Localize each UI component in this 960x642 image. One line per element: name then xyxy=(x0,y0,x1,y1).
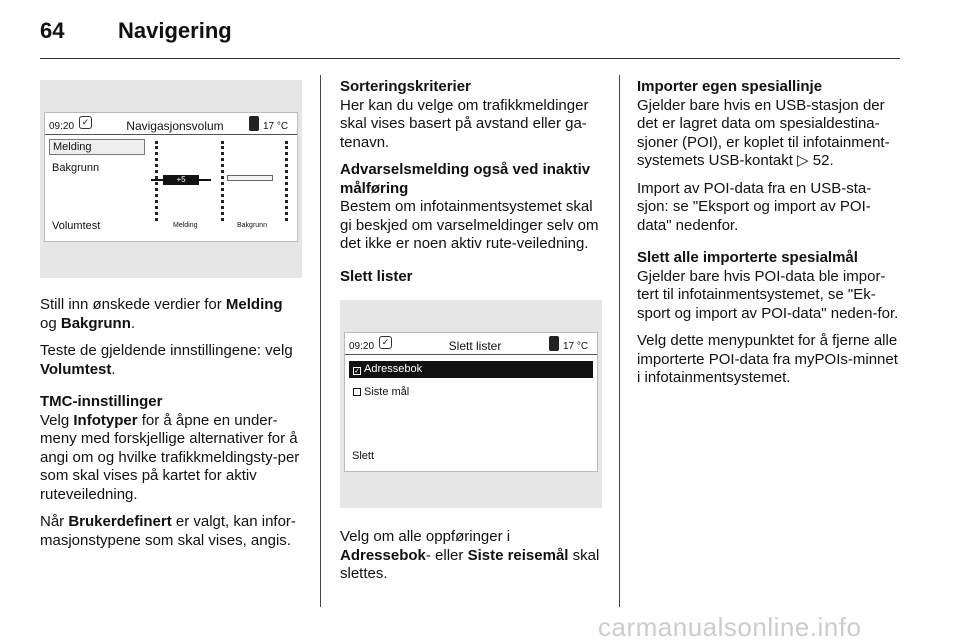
column-divider xyxy=(320,75,321,607)
list-item-adressebok[interactable]: ✓ Adressebok xyxy=(349,361,593,378)
section-tmc: TMC-innstillinger Velg Infotyper for å åpne en under-meny med forskjellige alternativer for å angi om og hvilke trafikkmeldingsty-per som skal vises på kartet for aktiv ruteveiledning. xyxy=(40,393,302,504)
slider-label-bakgrunn: Bakgrunn xyxy=(237,221,267,229)
column-1 xyxy=(40,78,302,559)
list-item-siste-mal[interactable]: Siste mål xyxy=(353,383,409,402)
melding-slider-knob[interactable]: +5 xyxy=(163,175,199,185)
arrow-ref-icon: ▷ xyxy=(797,152,809,169)
section-warning: Advarselsmelding også ved inaktiv målføring Bestem om infotainmentsystemet skal gi beskjed om varselmeldinger selv om det ikke er noen aktiv rute-veiledning. xyxy=(340,161,602,254)
watermark: carmanualsonline.info xyxy=(598,612,862,642)
screen-title: Slett lister xyxy=(448,339,502,353)
navigation-volume-screen xyxy=(44,112,298,242)
header-rule xyxy=(40,58,900,59)
thermometer-icon xyxy=(249,116,259,131)
section-heading: Slett alle importerte spesialmål xyxy=(637,249,858,266)
section-heading: Advarselsmelding også ved inaktiv målføring xyxy=(340,161,591,197)
section-heading: Importer egen spesiallinje xyxy=(637,78,823,95)
page-header xyxy=(40,18,900,58)
paragraph: Still inn ønskede verdier for Melding og Bakgrunn. xyxy=(40,296,283,332)
volume-scale xyxy=(221,141,225,221)
delete-lists-screen-figure xyxy=(340,300,602,508)
checkbox-icon xyxy=(353,388,361,396)
menu-item-bakgrunn[interactable]: Bakgrunn xyxy=(52,162,100,174)
page-number: 64 xyxy=(40,18,65,43)
section-delete-all: Slett alle importerte spesialmål Gjelder bare hvis POI-data ble impor-tert til infotainmentsystemet, se "Ek-sport og import av POI-data" neden-for. xyxy=(637,249,902,323)
delete-lists-screen xyxy=(344,332,598,472)
menu-item-melding[interactable]: Melding xyxy=(49,139,145,155)
clock: 09:20 xyxy=(49,121,75,132)
volume-scale xyxy=(155,141,159,221)
column-3 xyxy=(637,78,902,397)
navigation-icon: ✓ xyxy=(79,116,92,129)
slider-label-melding: Melding xyxy=(173,221,198,229)
clock: 09:20 xyxy=(349,341,375,352)
paragraph: Velg dette menypunktet for å fjerne alle importerte POI-data fra myPOIs-minnet i infotainmentsystemet. xyxy=(637,332,898,386)
page-reference[interactable]: 52 xyxy=(812,152,830,169)
screen-status-bar xyxy=(45,113,297,135)
section-heading: TMC-innstillinger xyxy=(40,393,163,410)
temperature: 17 °C xyxy=(263,121,289,132)
bakgrunn-slider[interactable] xyxy=(227,175,273,181)
delete-button[interactable]: Slett xyxy=(352,449,375,462)
paragraph: Import av POI-data fra en USB-sta-sjon: se "Eksport og import av POI-data" nedenfor. xyxy=(637,179,872,234)
volume-scale xyxy=(285,141,289,221)
checkbox-checked-icon: ✓ xyxy=(354,368,360,375)
menu-item-volumtest[interactable]: Volumtest xyxy=(52,219,101,232)
column-divider xyxy=(619,75,620,607)
page-title: Navigering xyxy=(118,18,232,43)
section-sort: Sorteringskriterier Her kan du velge om trafikkmeldinger skal vises basert på avstand eller ga-tenavn. xyxy=(340,78,602,152)
navigation-volume-screen-figure xyxy=(40,80,302,278)
thermometer-icon xyxy=(549,336,559,351)
navigation-icon: ✓ xyxy=(379,336,392,349)
screen-status-bar xyxy=(345,333,597,355)
temperature: 17 °C xyxy=(563,341,589,352)
section-heading: Slett lister xyxy=(340,267,413,285)
screen-title: Navigasjonsvolum xyxy=(126,119,224,133)
section-heading: Sorteringskriterier xyxy=(340,78,471,95)
paragraph: Når Brukerdefinert er valgt, kan infor-masjonstypene som skal vises, angis. xyxy=(40,513,296,549)
paragraph: Teste de gjeldende innstillingene: velg Volumtest. xyxy=(40,342,293,378)
column-2 xyxy=(340,78,602,593)
paragraph: Velg om alle oppføringer i Adressebok- eller Siste reisemål skal slettes. xyxy=(340,528,600,582)
section-import: Importer egen spesiallinje Gjelder bare hvis en USB-stasjon der det er lagret data om spesialdestina-sjoner (POI), er koplet til infotainment-systemets USB-kontakt ▷ 52. xyxy=(637,78,902,171)
